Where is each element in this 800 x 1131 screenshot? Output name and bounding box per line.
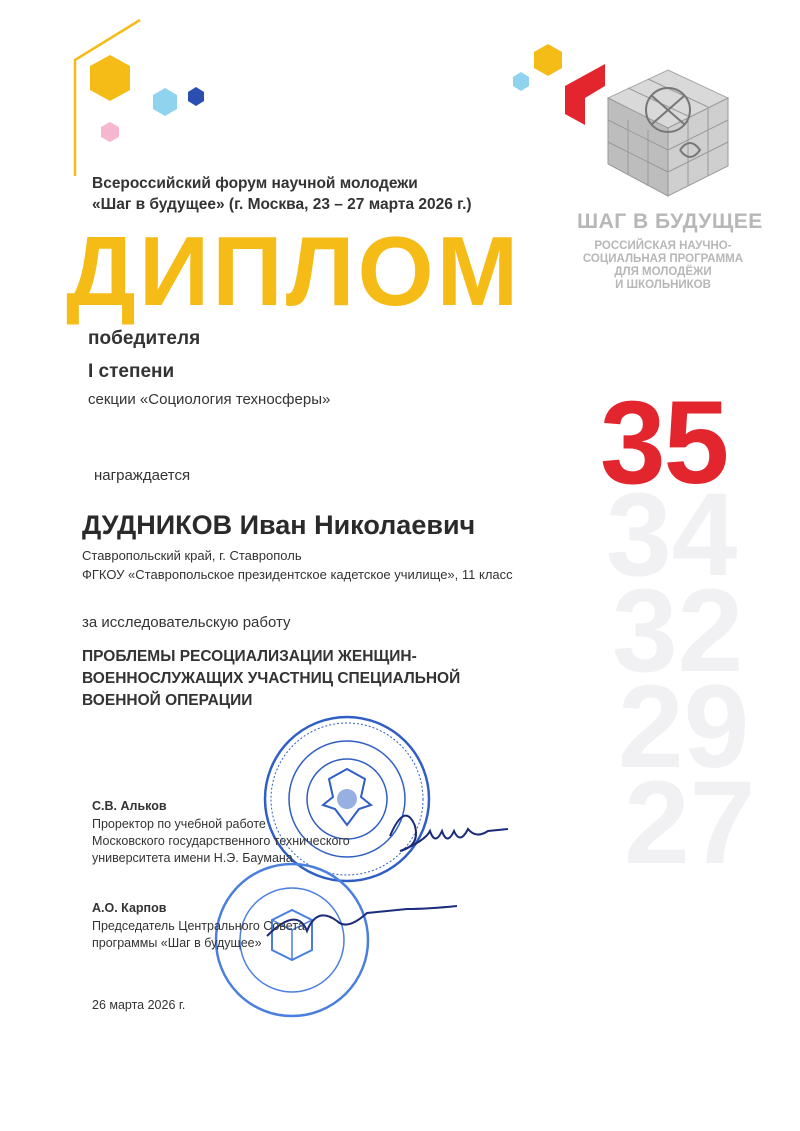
awarded-label: награждается: [94, 467, 191, 484]
forum-name: Всероссийский форум научной молодежи: [92, 175, 418, 192]
hexagon-pink-small: [101, 122, 119, 142]
signatory1-role-line2: Московского государственного технического: [92, 834, 350, 848]
hexagon-yellow-logo: [534, 44, 562, 76]
issue-date: 26 марта 2026 г.: [92, 998, 186, 1012]
cube-logo-icon: [608, 70, 728, 196]
signatory2-name: А.О. Карпов: [92, 901, 167, 915]
recipient-school: ФГКОУ «Ставропольское президентское кадетское училище», 11 класс: [82, 567, 513, 582]
signatory1-name: С.В. Альков: [92, 799, 167, 813]
hexagon-yellow-large: [90, 55, 130, 101]
hexagon-navy-small: [188, 87, 204, 106]
recipient-name: ДУДНИКОВ Иван Николаевич: [82, 510, 476, 540]
work-title-line2: ВОЕННОСЛУЖАЩИХ УЧАСТНИЦ СПЕЦИАЛЬНОЙ: [82, 670, 461, 687]
logo-subtitle-line1: РОССИЙСКАЯ НАУЧНО-: [594, 240, 732, 252]
section-name: секции «Социология техносферы»: [88, 391, 331, 408]
hexagon-blue-small: [153, 88, 177, 116]
ghost-number-4: 27: [624, 757, 756, 889]
work-title-line3: ВОЕННОЙ ОПЕРАЦИИ: [82, 692, 253, 709]
ghost-number-2: 32: [612, 565, 744, 697]
work-title-line1: ПРОБЛЕМЫ РЕСОЦИАЛИЗАЦИИ ЖЕНЩИН-: [82, 648, 417, 665]
logo-subtitle-line3: ДЛЯ МОЛОДЁЖИ: [614, 266, 712, 278]
degree-label: победителя: [88, 328, 201, 349]
signature-1-icon: [380, 796, 540, 866]
logo-title: ШАГ В БУДУЩЕЕ: [577, 210, 763, 233]
diploma-title: ДИПЛОМ: [66, 216, 522, 326]
signatory2-role-line1: Председатель Центрального Совета: [92, 919, 305, 933]
ghost-number-1: 34: [606, 469, 738, 601]
forum-number: 35: [600, 377, 728, 509]
hexagon-blue-logo: [513, 72, 529, 91]
red-chevron: [565, 64, 605, 125]
signatory2-role-line2: программы «Шаг в будущее»: [92, 936, 262, 950]
signatory1-role-line3: университета имени Н.Э. Баумана: [92, 851, 293, 865]
work-intro: за исследовательскую работу: [82, 614, 291, 631]
recipient-region: Ставропольский край, г. Ставрополь: [82, 548, 302, 563]
ghost-number-3: 29: [618, 661, 750, 793]
logo-subtitle-line4: И ШКОЛЬНИКОВ: [615, 279, 711, 291]
forum-place-date: «Шаг в будущее» (г. Москва, 23 – 27 марта 2026 г.): [92, 196, 472, 213]
logo-subtitle-line2: СОЦИАЛЬНАЯ ПРОГРАММА: [582, 253, 744, 265]
degree-level: I степени: [88, 361, 175, 382]
signatory1-role-line1: Проректор по учебной работе: [92, 817, 266, 831]
